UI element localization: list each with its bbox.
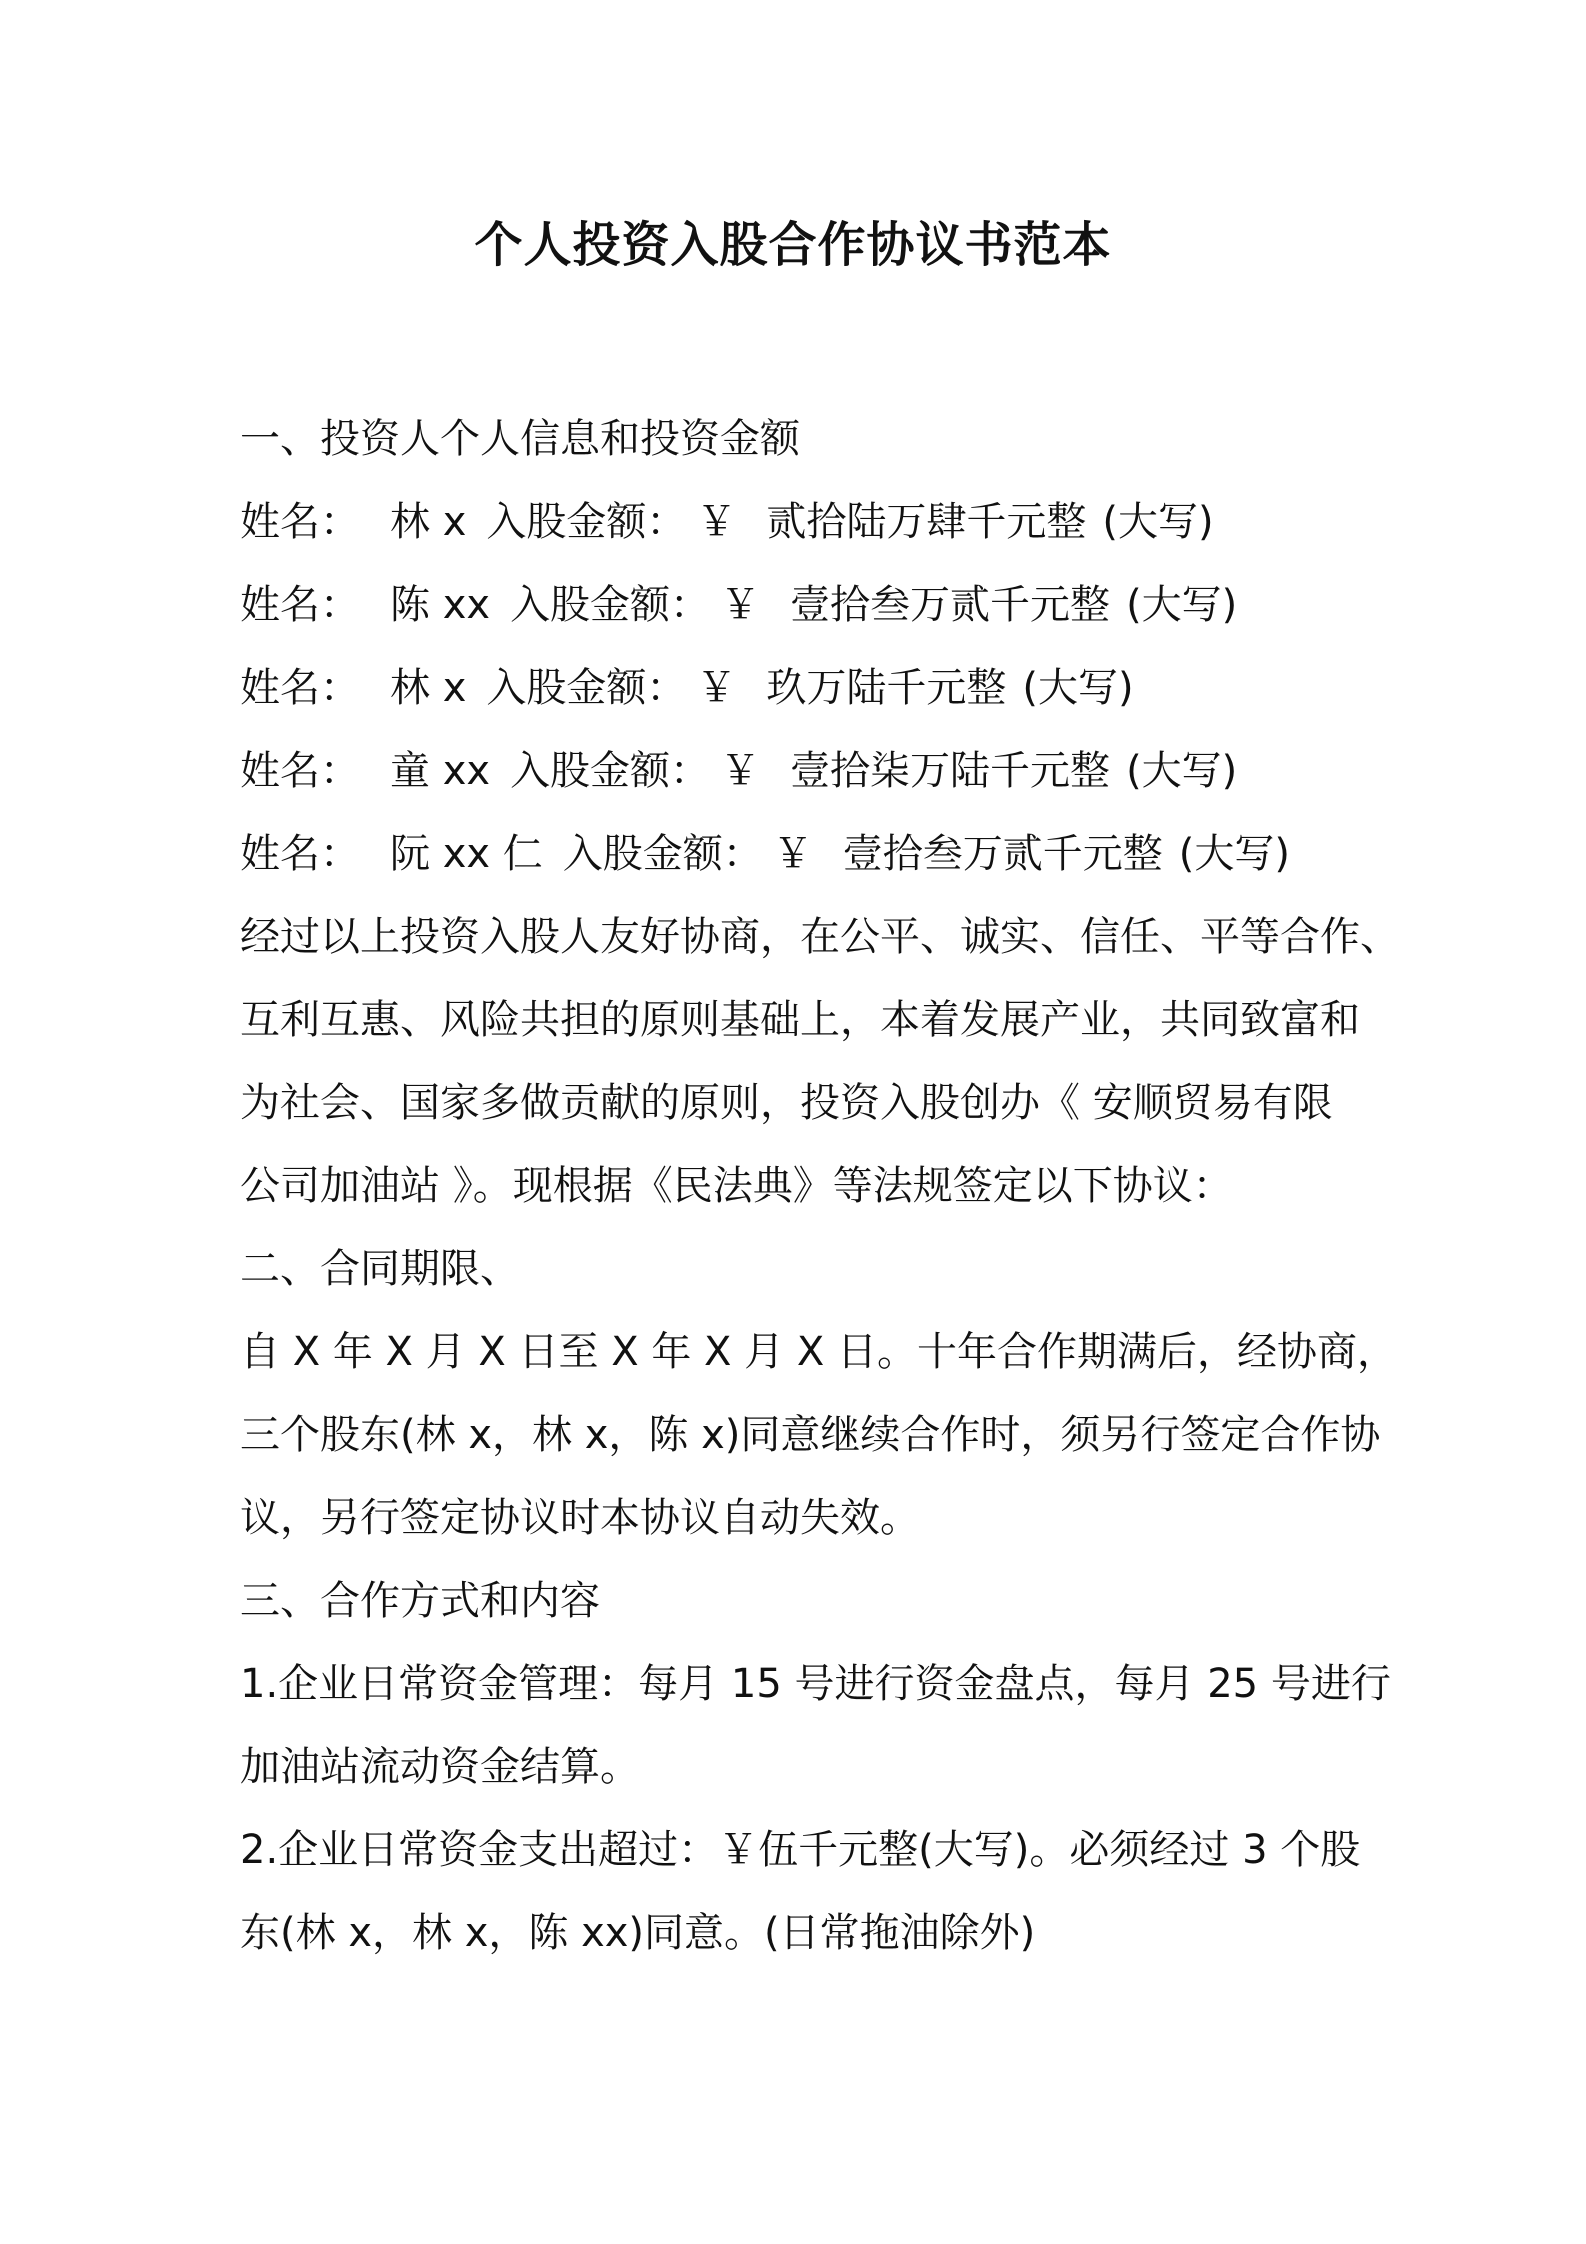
paragraph-line: 公司加油站 》。现根据《民法典》等法规签定以下协议： — [240, 1163, 1233, 1209]
yen-symbol: ￥ — [772, 831, 813, 877]
list-item-line: 2.企业日常资金支出超过：￥伍千元整(大写)。必须经过 3 个股 — [240, 1827, 1361, 1873]
investment-amount-label: 入股金额： — [510, 582, 711, 628]
amount-note: (大写) — [1102, 499, 1214, 545]
investor-name: 林 x — [390, 499, 467, 545]
amount-note: (大写) — [1178, 831, 1290, 877]
list-item-line: 加油站流动资金结算。 — [240, 1744, 640, 1790]
document-body — [240, 398, 1400, 1975]
paragraph-line: 为社会、国家多做贡献的原则，投资入股创办《 安顺贸易有限 — [240, 1080, 1333, 1126]
investment-amount-label: 入股金额： — [486, 665, 687, 711]
investor-name-label: 姓名： — [240, 831, 360, 877]
investment-amount-label: 入股金额： — [562, 831, 763, 877]
amount-note: (大写) — [1126, 748, 1238, 794]
amount-note: (大写) — [1022, 665, 1134, 711]
section-2-heading: 二、合同期限、 — [240, 1246, 520, 1292]
investor-name-label: 姓名： — [240, 665, 360, 711]
investment-amount-label: 入股金额： — [486, 499, 687, 545]
investment-amount: 壹拾叁万贰千元整 — [790, 582, 1111, 628]
yen-symbol: ￥ — [696, 499, 737, 545]
investment-amount-label: 入股金额： — [510, 748, 711, 794]
investor-name: 林 x — [390, 665, 467, 711]
investor-row — [240, 730, 1350, 813]
investor-row — [240, 647, 1350, 730]
investor-name: 陈 xx — [390, 582, 491, 628]
investor-name: 阮 xx 仁 — [390, 831, 543, 877]
investment-amount: 贰拾陆万肆千元整 — [766, 499, 1087, 545]
investor-name: 童 xx — [390, 748, 491, 794]
paragraph-line: 自 X 年 X 月 X 日至 X 年 X 月 X 日。十年合作期满后，经协商， — [240, 1329, 1397, 1375]
paragraph-line: 三个股东(林 x，林 x，陈 x)同意继续合作时，须另行签定合作协 — [240, 1412, 1381, 1458]
investor-name-label: 姓名： — [240, 582, 360, 628]
investor-row — [240, 813, 1350, 896]
yen-symbol: ￥ — [720, 748, 761, 794]
paragraph-line: 经过以上投资入股人友好协商，在公平、诚实、信任、平等合作、 — [240, 914, 1400, 960]
investor-name-label: 姓名： — [240, 748, 360, 794]
investor-row — [240, 481, 1350, 564]
yen-symbol: ￥ — [696, 665, 737, 711]
paragraph-line: 议，另行签定协议时本协议自动失效。 — [240, 1495, 920, 1541]
yen-symbol: ￥ — [720, 582, 761, 628]
investor-name-label: 姓名： — [240, 499, 360, 545]
paragraph-line: 互利互惠、风险共担的原则基础上，本着发展产业，共同致富和 — [240, 997, 1360, 1043]
list-item-line: 1.企业日常资金管理：每月 15 号进行资金盘点，每月 25 号进行 — [240, 1661, 1391, 1707]
list-item-line: 东(林 x，林 x，陈 xx)同意。(日常拖油除外) — [240, 1910, 1036, 1956]
amount-note: (大写) — [1126, 582, 1238, 628]
section-3-heading: 三、合作方式和内容 — [240, 1578, 600, 1624]
investment-amount: 玖万陆千元整 — [766, 665, 1007, 711]
investor-row — [240, 564, 1350, 647]
investment-amount: 壹拾柒万陆千元整 — [790, 748, 1111, 794]
investment-amount: 壹拾叁万贰千元整 — [842, 831, 1163, 877]
section-1-heading: 一、投资人个人信息和投资金额 — [240, 416, 800, 462]
document-title: 个人投资入股合作协议书范本 — [474, 217, 1112, 273]
